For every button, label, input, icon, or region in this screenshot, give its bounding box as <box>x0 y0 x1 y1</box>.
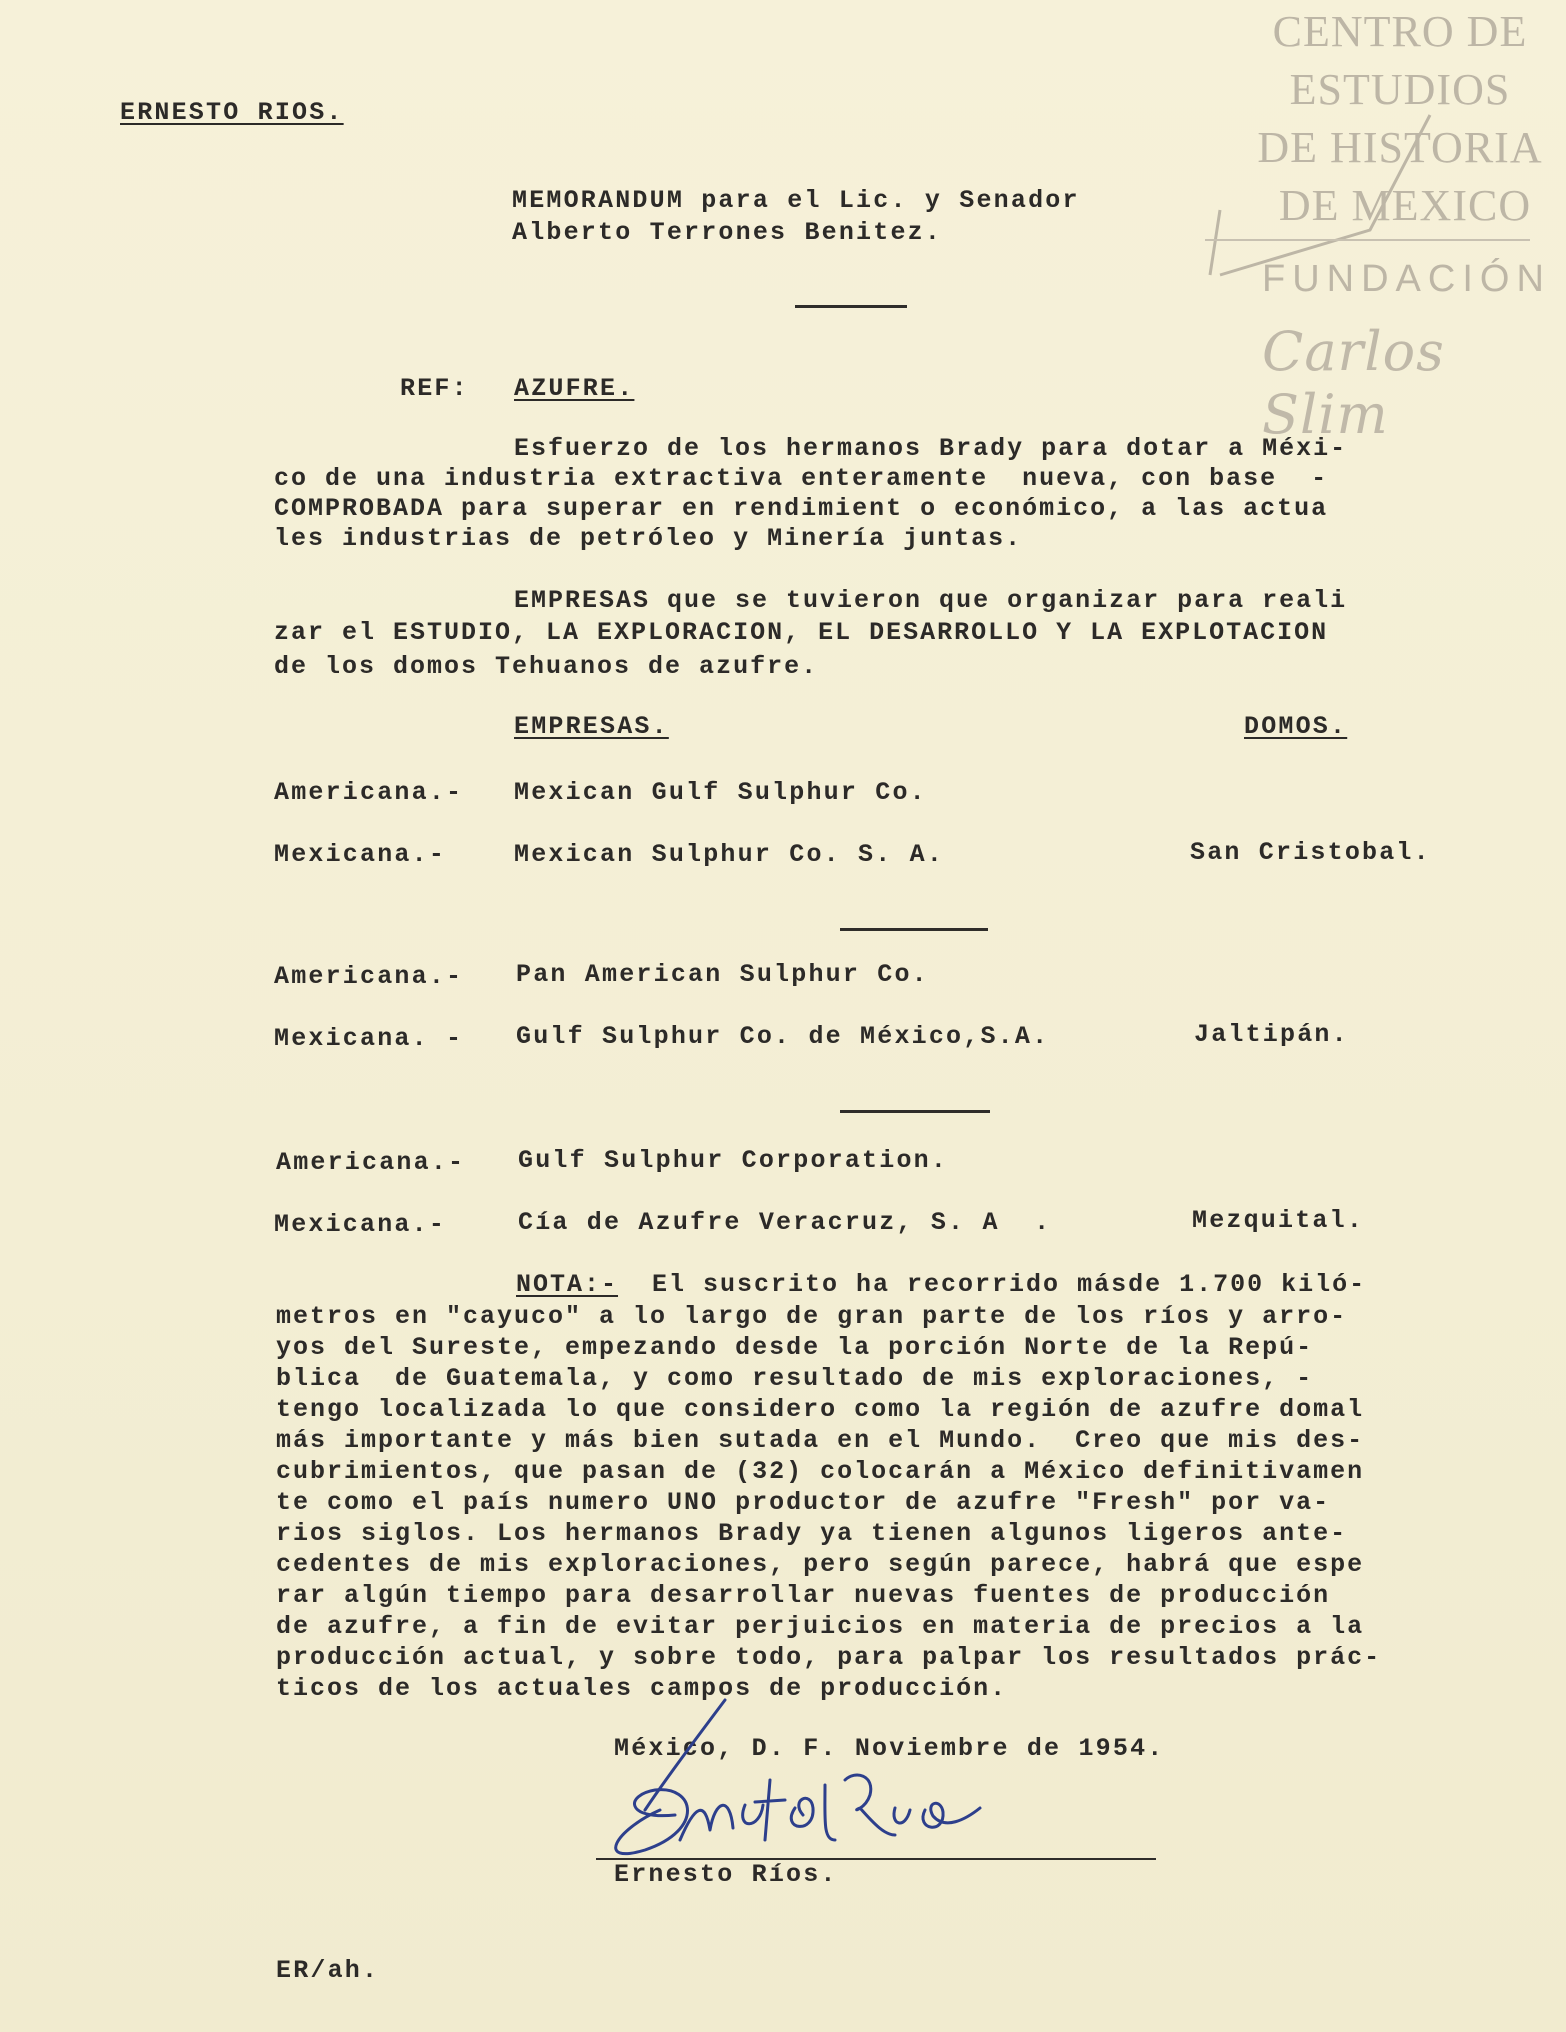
author-header: ERNESTO RIOS. <box>120 98 344 127</box>
closing-date: México, D. F. Noviembre de 1954. <box>614 1734 1165 1763</box>
watermark-line-4: DE MEXICO <box>1278 181 1532 230</box>
nota-line: metros en "cayuco" a lo largo de gran parte de los ríos y arro- <box>276 1302 1348 1331</box>
dome-name: Mezquital. <box>1192 1206 1365 1235</box>
company-name: Gulf Sulphur Co. de México,S.A. <box>516 1022 1050 1051</box>
ref-subject: AZUFRE. <box>514 374 635 403</box>
column-header-domes: DOMOS. <box>1244 712 1348 741</box>
memo-line-2: Alberto Terrones Benitez. <box>512 218 943 247</box>
body-paragraph-2-line-2: zar el ESTUDIO, LA EXPLORACION, EL DESARROLLO Y LA EXPLOTACION <box>274 618 1329 647</box>
company-type: Americana.- <box>274 778 464 807</box>
company-name: Cía de Azufre Veracruz, S. A . <box>518 1208 1052 1237</box>
watermark-line-2: ESTUDIOS <box>1289 65 1511 114</box>
company-name: Mexican Sulphur Co. S. A. <box>514 840 945 869</box>
company-type: Americana.- <box>274 962 464 991</box>
nota-line: producción actual, y sobre todo, para palpar los resultados prác- <box>276 1643 1382 1672</box>
nota-line: cubrimientos, que pasan de (32) colocarán a México definitivamen <box>276 1457 1365 1486</box>
handwritten-signature <box>585 1690 1025 1870</box>
column-header-companies: EMPRESAS. <box>514 712 669 741</box>
signature-name: Ernesto Ríos. <box>614 1860 838 1889</box>
group-separator-rule <box>840 928 988 931</box>
body-paragraph-2-line-1: EMPRESAS que se tuvieron que organizar para reali <box>514 586 1348 615</box>
nota-line: te como el país numero UNO productor de azufre "Fresh" por va- <box>276 1488 1331 1517</box>
nota-line: rar algún tiempo para desarrollar nuevas fuentes de producción <box>276 1581 1331 1610</box>
nota-line: tengo localizada lo que considero como la región de azufre domal <box>276 1395 1365 1424</box>
body-paragraph-1-line-2: co de una industria extractiva enteramente nueva, con base - <box>274 464 1329 493</box>
nota-first-line: El suscrito ha recorrido másde 1.700 kiló- <box>618 1270 1367 1299</box>
company-type: Mexicana.- <box>274 840 447 869</box>
nota-line: cedentes de mis exploraciones, pero según parece, habrá que espe <box>276 1550 1365 1579</box>
nota-line: más importante y más bien sutada en el Mundo. Creo que mis des- <box>276 1426 1365 1455</box>
watermark-line-6: Carlos Slim <box>1262 320 1445 446</box>
watermark-line-1: CENTRO DE <box>1272 7 1528 56</box>
dome-name: Jaltipán. <box>1194 1020 1349 1049</box>
nota-line: blica de Guatemala, y como resultado de mis exploraciones, - <box>276 1364 1314 1393</box>
memo-line-1: MEMORANDUM para el Lic. y Senador <box>512 186 1080 215</box>
group-separator-rule <box>840 1110 990 1113</box>
watermark-line-5: FUNDACIÓN <box>1262 258 1551 300</box>
company-type: Mexicana. - <box>274 1024 464 1053</box>
body-paragraph-1-line-4: les industrias de petróleo y Minería juntas. <box>274 524 1023 553</box>
dome-name: San Cristobal. <box>1190 838 1431 867</box>
company-type: Americana.- <box>276 1148 466 1177</box>
watermark-line-3: DE HISTORIA <box>1257 123 1543 172</box>
nota-line: ticos de los actuales campos de producción. <box>276 1674 1008 1703</box>
ref-label: REF: <box>400 374 469 403</box>
nota-line: yos del Sureste, empezando desde la porción Norte de la Repú- <box>276 1333 1314 1362</box>
initials: ER/ah. <box>276 1956 380 1985</box>
separator-rule <box>795 305 907 308</box>
nota-line: de azufre, a fin de evitar perjuicios en materia de precios a la <box>276 1612 1365 1641</box>
nota-label: NOTA:- <box>516 1270 619 1299</box>
company-name: Mexican Gulf Sulphur Co. <box>514 778 927 807</box>
company-name: Gulf Sulphur Corporation. <box>518 1146 949 1175</box>
company-type: Mexicana.- <box>274 1210 447 1239</box>
body-paragraph-1-line-3: COMPROBADA para superar en rendimient o económico, a las actua <box>274 494 1329 523</box>
body-paragraph-1-line-1: Esfuerzo de los hermanos Brady para dotar a Méxi- <box>514 434 1348 463</box>
company-name: Pan American Sulphur Co. <box>516 960 929 989</box>
body-paragraph-2-line-3: de los domos Tehuanos de azufre. <box>274 652 819 681</box>
nota-line: rios siglos. Los hermanos Brady ya tienen algunos ligeros ante- <box>276 1519 1348 1548</box>
